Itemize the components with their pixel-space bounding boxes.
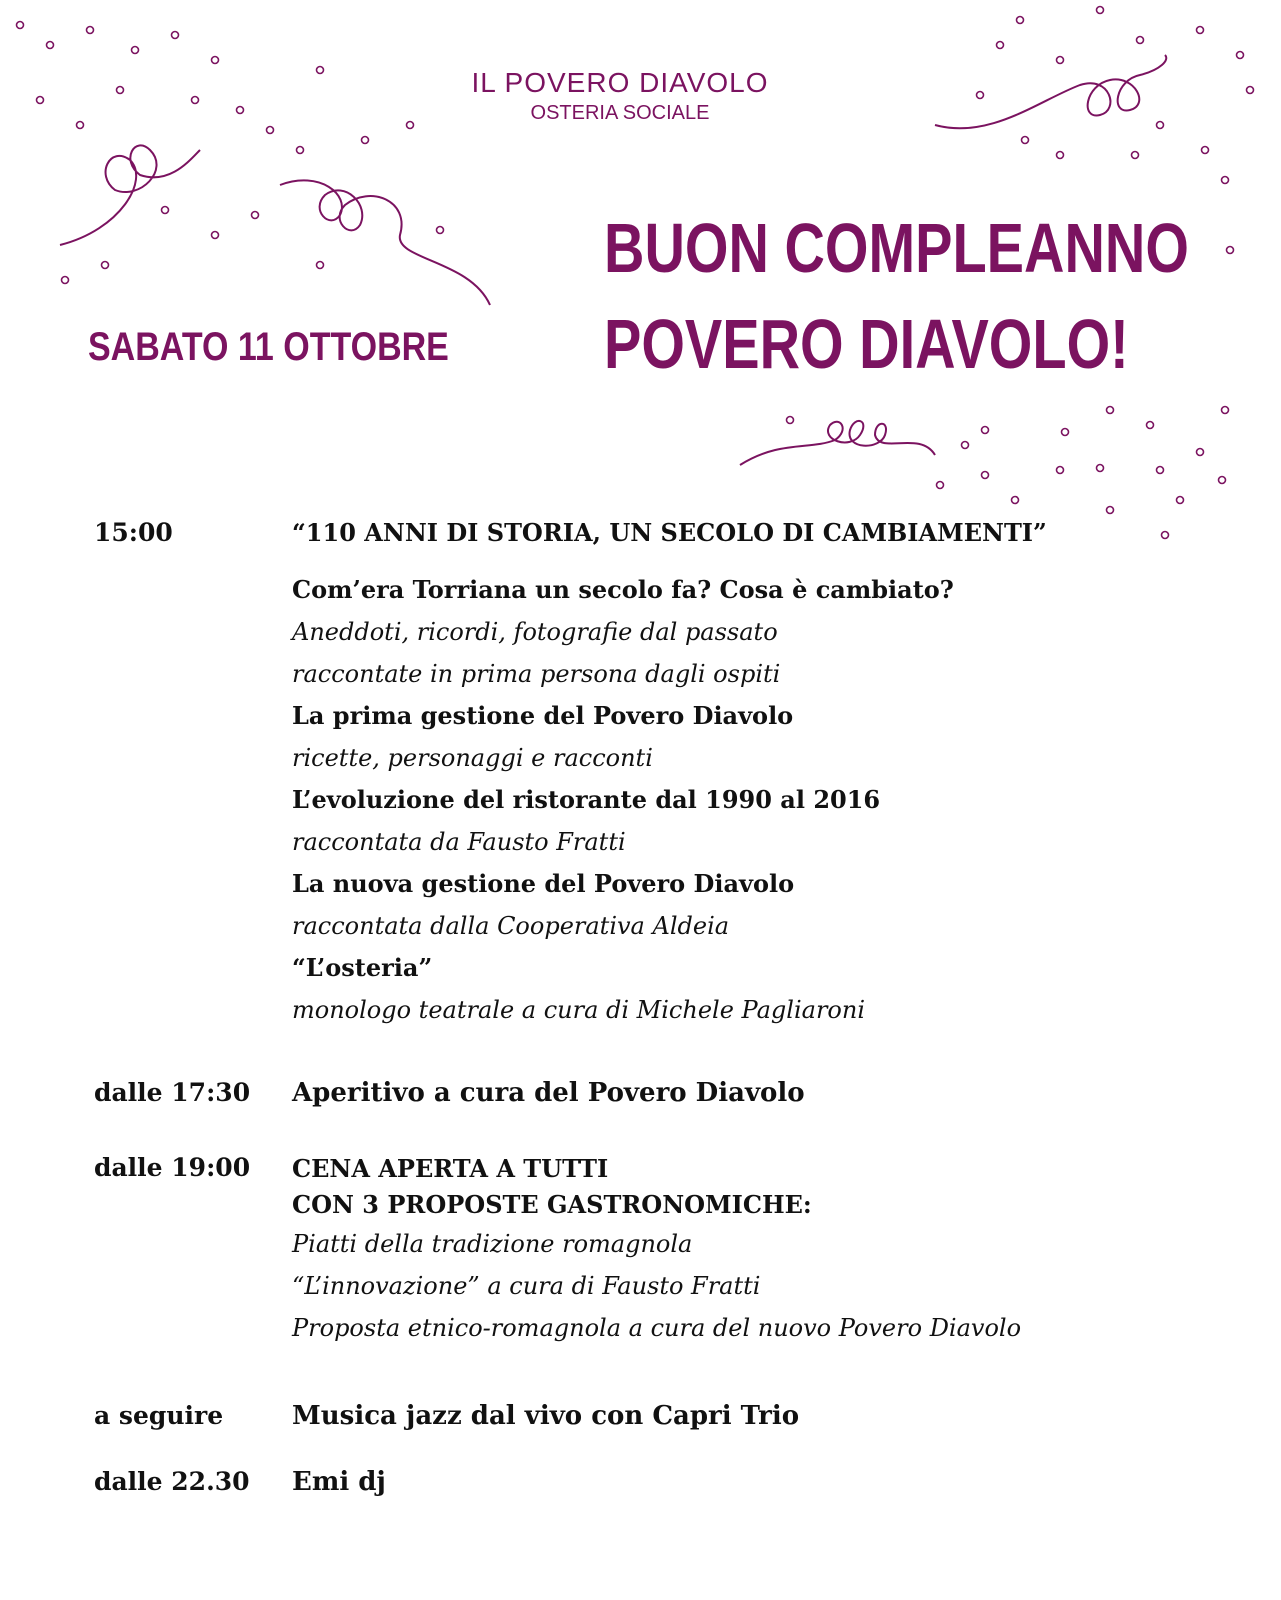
program-time: dalle 19:00 [94,1153,251,1182]
confetti-dot [1197,449,1204,456]
confetti-dot [1012,497,1019,504]
confetti-dot [1057,57,1064,64]
title-line-2: POVERO DIAVOLO! [604,305,1129,383]
program-heading: “110 ANNI DI STORIA, UN SECOLO DI CAMBIAMENTI” [292,518,1047,547]
confetti-dot [437,227,444,234]
ribbon-streamer [60,145,200,245]
ribbon-streamer [280,180,490,305]
program-line: Com’era Torriana un secolo fa? Cosa è cambiato? [292,575,954,604]
confetti-dot [162,207,169,214]
confetti-dot [212,57,219,64]
program-heading: CENA APERTA A TUTTI [292,1154,609,1183]
confetti-dot [1222,407,1229,414]
logo [450,66,790,126]
confetti-dot [1227,247,1234,254]
confetti-dot [237,107,244,114]
confetti-dot [267,127,274,134]
confetti-dot [1202,147,1209,154]
logo-name: IL POVERO DIAVOLO [471,67,769,98]
ribbon-streamer [740,421,935,465]
confetti-dot [1157,122,1164,129]
confetti-dot [87,27,94,34]
confetti-dot [1197,27,1204,34]
program-line: “L’innovazione” a cura di Fausto Fratti [292,1272,761,1300]
confetti-dot [1237,52,1244,59]
confetti-dot [252,212,259,219]
confetti-dot [77,122,84,129]
confetti-dot [1219,477,1226,484]
program-line: monologo teatrale a cura di Michele Pagliaroni [292,996,865,1024]
confetti-dot [297,147,304,154]
confetti-dot [1107,407,1114,414]
confetti-dot [17,22,24,29]
confetti-dot [172,32,179,39]
confetti-dot [317,67,324,74]
confetti-dot [37,97,44,104]
confetti-dot [977,92,984,99]
program-line: Aperitivo a cura del Povero Diavolo [292,1078,805,1108]
confetti-dot [787,417,794,424]
program-time: dalle 17:30 [94,1078,251,1107]
confetti-dot [1247,87,1254,94]
confetti-dot [1017,17,1024,24]
confetti-dot [1222,177,1229,184]
confetti-dot [937,482,944,489]
program-line: La nuova gestione del Povero Diavolo [292,869,795,898]
program-line: raccontata da Fausto Fratti [292,828,626,856]
confetti-dot [362,137,369,144]
program-time: dalle 22.30 [94,1467,250,1496]
program-heading: CON 3 PROPOSTE GASTRONOMICHE: [292,1190,812,1219]
program-row [0,512,1281,1072]
ribbon-streamer [935,55,1166,128]
program-row [0,1395,1281,1461]
confetti-dot [132,47,139,54]
confetti-dot [117,87,124,94]
program-row [0,1461,1281,1503]
program-line: Proposta etnico-romagnola a cura del nuovo Povero Diavolo [292,1314,1022,1342]
confetti-dot [47,42,54,49]
confetti-dot [1147,422,1154,429]
confetti-dot [982,472,989,479]
confetti-dot [1157,467,1164,474]
confetti-dot [407,122,414,129]
confetti-dot [982,427,989,434]
confetti-dot [997,42,1004,49]
confetti-dot [1062,429,1069,436]
confetti-dot [1137,37,1144,44]
program-line: Aneddoti, ricordi, fotografie dal passato [292,618,778,646]
confetti-dot [962,442,969,449]
program-line: L’evoluzione del ristorante dal 1990 al 2016 [292,785,881,814]
confetti-dot [192,97,199,104]
program-row [0,1072,1281,1147]
page-title [540,200,1189,392]
confetti-dot [1097,465,1104,472]
confetti-dot [212,232,219,239]
program-line: Emi dj [292,1467,386,1497]
program-line: Musica jazz dal vivo con Capri Trio [292,1401,800,1431]
program-line: ricette, personaggi e racconti [292,744,653,772]
confetti-dot [1177,497,1184,504]
confetti-dot [102,262,109,269]
logo-subtitle: OSTERIA SOCIALE [530,102,710,124]
program-time: 15:00 [94,518,173,547]
event-date: SABATO 11 OTTOBRE [88,325,449,369]
confetti-dot [1057,152,1064,159]
confetti-dot [1057,467,1064,474]
program-line: “L’osteria” [292,953,433,982]
confetti-dot [1022,137,1029,144]
program-line: raccontata dalla Cooperativa Aldeia [292,912,730,940]
confetti-dot [62,277,69,284]
confetti-dot [1097,7,1104,14]
confetti-dot [317,262,324,269]
program-row [0,1147,1281,1395]
program-line: La prima gestione del Povero Diavolo [292,701,794,730]
program [0,512,1281,1503]
program-line: Piatti della tradizione romagnola [292,1230,693,1258]
program-line: raccontate in prima persona dagli ospiti [292,660,781,688]
confetti-dot [1132,152,1139,159]
title-line-1: BUON COMPLEANNO [604,209,1189,287]
program-time: a seguire [94,1401,224,1430]
